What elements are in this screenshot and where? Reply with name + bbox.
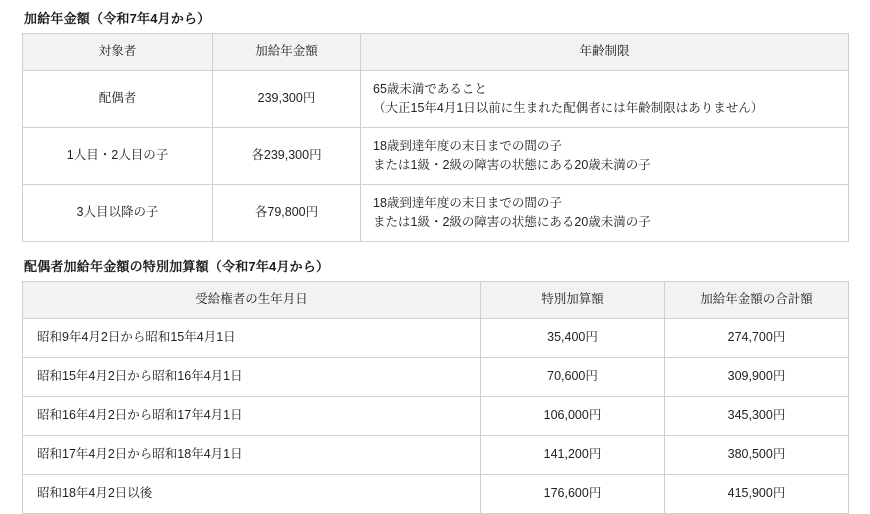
table-row: [23, 319, 849, 358]
table-row: [23, 128, 849, 185]
age-limit-line: （大正15年4月1日以前に生まれた配偶者には年齢制限はありません）: [373, 101, 764, 115]
cell-target: 1人目・2人目の子: [23, 128, 213, 185]
column-header-amount: 加給年金額: [213, 34, 361, 71]
table-row: [23, 436, 849, 475]
cell-birthdate: 昭和18年4月2日以後: [23, 475, 481, 514]
table-header-row: [23, 34, 849, 71]
cell-target: 配偶者: [23, 71, 213, 128]
table-row: [23, 71, 849, 128]
cell-special-amount: 70,600円: [481, 358, 665, 397]
age-limit-line: 65歳未満であること: [373, 81, 487, 96]
cell-special-amount: 176,600円: [481, 475, 665, 514]
section-title-kakyu-nenkin: 加給年金額（令和7年4月から）: [24, 11, 211, 26]
age-limit-line: または1級・2級の障害の状態にある20歳未満の子: [373, 215, 651, 229]
cell-birthdate: 昭和17年4月2日から昭和18年4月1日: [23, 436, 481, 475]
column-header-total-amount: 加給年金額の合計額: [665, 282, 849, 319]
table-row: [23, 358, 849, 397]
cell-special-amount: 35,400円: [481, 319, 665, 358]
cell-birthdate: 昭和16年4月2日から昭和17年4月1日: [23, 397, 481, 436]
cell-total-amount: 380,500円: [665, 436, 849, 475]
age-limit-line: 18歳到達年度の末日までの間の子: [373, 195, 562, 210]
column-header-birthdate: 受給権者の生年月日: [23, 282, 481, 319]
cell-age-limit: [361, 71, 849, 128]
cell-special-amount: 106,000円: [481, 397, 665, 436]
table-row: [23, 397, 849, 436]
table-row: [23, 475, 849, 514]
cell-amount: 各239,300円: [213, 128, 361, 185]
cell-total-amount: 415,900円: [665, 475, 849, 514]
cell-amount: 239,300円: [213, 71, 361, 128]
table-special-addition: [22, 281, 849, 514]
section-kakyu-nenkin: [22, 8, 848, 242]
cell-birthdate: 昭和9年4月2日から昭和15年4月1日: [23, 319, 481, 358]
cell-amount: 各79,800円: [213, 185, 361, 242]
cell-age-limit: [361, 128, 849, 185]
column-header-target: 対象者: [23, 34, 213, 71]
table-row: [23, 185, 849, 242]
table-header-row: [23, 282, 849, 319]
cell-total-amount: 309,900円: [665, 358, 849, 397]
cell-total-amount: 274,700円: [665, 319, 849, 358]
section-special-addition: [22, 256, 848, 514]
cell-age-limit: [361, 185, 849, 242]
cell-target: 3人目以降の子: [23, 185, 213, 242]
cell-birthdate: 昭和15年4月2日から昭和16年4月1日: [23, 358, 481, 397]
column-header-special-amount: 特別加算額: [481, 282, 665, 319]
table-kakyu-nenkin: [22, 33, 849, 242]
age-limit-line: 18歳到達年度の末日までの間の子: [373, 138, 562, 153]
section-title-special-addition: 配偶者加給年金額の特別加算額（令和7年4月から）: [24, 259, 330, 274]
cell-special-amount: 141,200円: [481, 436, 665, 475]
age-limit-line: または1級・2級の障害の状態にある20歳未満の子: [373, 158, 651, 172]
column-header-age-limit: 年齢制限: [361, 34, 849, 71]
cell-total-amount: 345,300円: [665, 397, 849, 436]
